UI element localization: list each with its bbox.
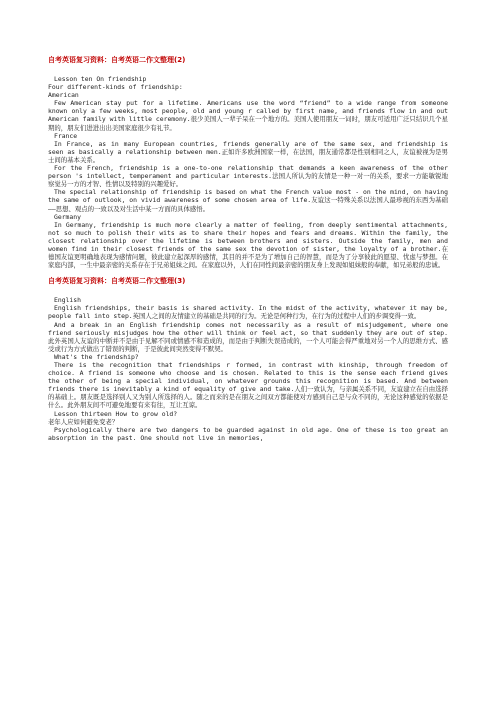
- paragraph-germany: In Germany, friendship is much more clearly a matter of feeling, from deeply sentimental attachments, not so much to polish their wits as to share their hopes and fears and dreams. Within the family, the closest relationship over the lifetime is between brothers and sisters. Outside the family, men and women find in their closest friends of the same sex the devotion of sister, the loyalty of a brother.在德国友谊更明确地表现为感情问题，彼此建立起深厚的感情，其目的并不是为了增加自己的智慧，而是为了分享彼此的愿望、忧虑与梦想。在家庭内部，一生中最亲密的关系存在于兄弟姐妹之间。在家庭以外，人们在同性间最亲密的朋友身上发现如姐妹般的奉献，如兄弟般的忠诚。: [48, 220, 452, 270]
- subheading-france: France: [54, 131, 78, 140]
- subheading-what-friendship: What's the friendship?: [54, 352, 139, 361]
- section-heading: 自考英语复习资料：自考英语二作文整理(2): [48, 56, 186, 64]
- section-2: [48, 56, 452, 270]
- lesson-title: Lesson ten On friendship: [54, 75, 147, 83]
- paragraph-friendship: There is the recognition that friendships r formed, in contrast with kinship, through freedom of choice. A friend is someone who choose and is chosen. Related to this is the sense each friend gives the other of being a special individual, on whatever grounds this recognition is based. And between friends there is inevitably a kind of equality of give and take.人们一致认为，与亲属关系不同，友谊建立在自由选择的基础上。朋友既是选择别人又为别人所选择的人。随之而来的是在朋友之间双方都能使对方感到自己是与众不同的，无论这种感觉的依据是什么。此外朋友间不可避免地要有来有往，互让互谅。: [48, 361, 452, 410]
- paragraph-france-2: For the French, friendship is a one-to-one relationship that demands a keen awareness of the other person 's intellect, temperament and particular interests.法国人所认为的友情是一种一对一的关系，要求一方能敏锐地察觉另一方的才智、性情以及特别的兴趣爱好。: [48, 164, 452, 189]
- paragraph-american: Few American stay put for a lifetime. Americans use the word “friend” to a wide range from someone known only a few weeks, most people, old and young r called by first name, and friends flow in and out American family with little ceremony.很少美国人一辈子呆在一个地方的。美国人使用朋友一词时，朋友可适用广泛只结识几个星期的，朋友们进进出出美国家庭很少有礼节。: [48, 99, 452, 132]
- subheading-germany: Germany: [54, 212, 81, 221]
- paragraph-france-1: In France, as in many European countries, friends generally are of the same sex, and friendship is seen as basically a relationship between men.正如许多欧洲国家一样，在法国，朋友通常都是性别相同之人，友谊被视为是男士间的基本关系。: [48, 139, 452, 164]
- paragraph-old-age: Psychologically there are two dangers to be guarded against in old age. One of these is too great an absorption in the past. One should not live in memories,: [48, 425, 452, 442]
- paragraph-france-3: The special relationship of friendship is based on what the French value most - on the mind, on having the same of outlook, on vivid awareness of some chosen area of life.友谊这一特殊关系以法国人最珍视的东西为基础——思想、观点的一致以及对生活中某一方面的具体感悟。: [48, 188, 452, 213]
- paragraph-english-2: And a break in an English friendship comes not necessarily as a result of misjudgement, where one friend seriously misjudges how the other will think or feel act, so that suddenly they are out of step.此外英国人友谊的中断并不是由于见解不同或情感不和造成的，而是由于判断失误造成的，一个人可能会得严重地对另一个人的思维方式、感受或行为方式做出了错误的判断，于是彼此间突然变得不默契。: [48, 320, 452, 353]
- subheading-american: American: [48, 91, 79, 100]
- subheading-english: English: [54, 296, 81, 305]
- section-heading: 自考英语复习资料：自考英语二作文整理(3): [48, 277, 186, 286]
- paragraph-english-1: English friendships, their basis is shared activity. In the midst of the activity, whatever it may be, people fall into step.英国人之间的友情建立的基础是共同的行为。无论是何种行为，在行为的过程中人们的步调变得一致。: [48, 304, 452, 321]
- subheading: Four different-kinds of friendship:: [48, 83, 183, 92]
- document-body: [48, 56, 452, 442]
- lesson-thirteen-subtitle: 老年人应如何避免变老？: [48, 417, 119, 426]
- lesson-thirteen-title: Lesson thirteen How to grow old?: [54, 409, 178, 418]
- section-3: [48, 277, 452, 442]
